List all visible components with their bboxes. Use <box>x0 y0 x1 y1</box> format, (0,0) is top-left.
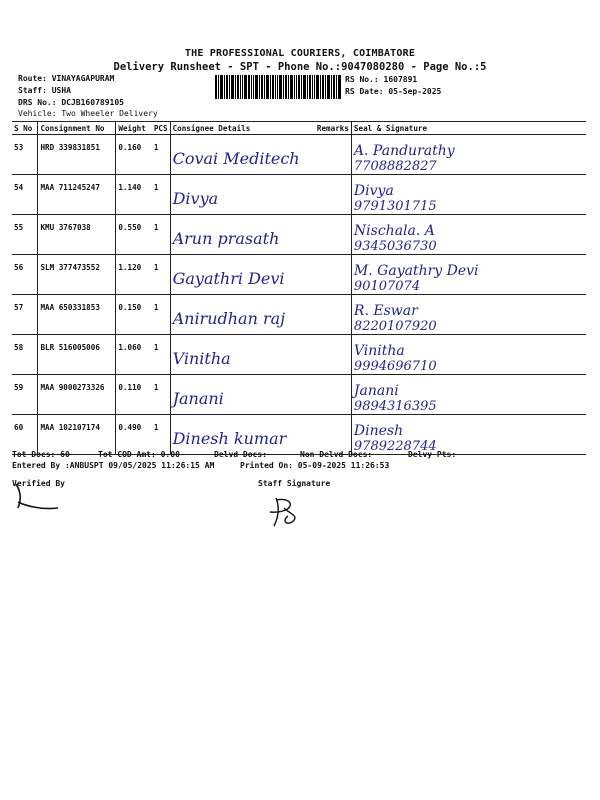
cell-weight: 0.160 <box>116 135 152 175</box>
cell-seal <box>351 175 586 215</box>
col-consignee: Consignee Details <box>170 122 315 135</box>
cell-consignee <box>170 135 315 175</box>
cell-seal <box>351 135 586 175</box>
cell-pcs: 1 <box>152 415 170 455</box>
handwritten-consignee-name: Arun prasath <box>172 229 280 248</box>
cell-consignment: MAA 650331853 <box>38 295 116 335</box>
cell-consignment: SLM 377473552 <box>38 255 116 295</box>
drs-number: DRS No.: DCJB160789105 <box>18 98 124 107</box>
handwritten-phone: 9894316395 <box>353 399 437 414</box>
cell-weight: 1.140 <box>116 175 152 215</box>
col-remarks: Remarks <box>315 122 352 135</box>
cell-pcs: 1 <box>152 335 170 375</box>
cell-pcs: 1 <box>152 375 170 415</box>
cell-seal <box>351 215 586 255</box>
cell-sno: 58 <box>12 335 38 375</box>
cell-weight: 0.550 <box>116 215 152 255</box>
cell-seal <box>351 295 586 335</box>
cell-sno: 60 <box>12 415 38 455</box>
cell-weight: 1.060 <box>116 335 152 375</box>
table-row <box>12 375 586 415</box>
handwritten-signature: R. Eswar <box>353 303 418 319</box>
delvy-pts: Delvy Pts: <box>408 450 457 459</box>
staff-signature-label: Staff Signature <box>258 479 331 488</box>
printed-on: Printed On: 05-09-2025 11:26:53 <box>240 461 390 470</box>
staff-label: Staff: USHA <box>18 86 71 95</box>
handwritten-signature: M. Gayathry Devi <box>353 263 479 279</box>
handwritten-consignee-name: Gayathri Devi <box>172 269 285 288</box>
cell-weight: 0.110 <box>116 375 152 415</box>
table-row <box>12 175 586 215</box>
col-weight: Weight <box>116 122 152 135</box>
cell-consignment: BLR 516005006 <box>38 335 116 375</box>
cell-remarks <box>315 415 352 455</box>
table-row <box>12 255 586 295</box>
cell-sno: 53 <box>12 135 38 175</box>
handwritten-signature: Nischala. A <box>353 223 435 239</box>
handwritten-consignee-name: Covai Meditech <box>172 149 300 168</box>
cell-consignment: HRD 339831851 <box>38 135 116 175</box>
handwritten-consignee-name: Anirudhan raj <box>172 309 286 328</box>
handwritten-signature: Vinitha <box>353 343 405 359</box>
non-delvd-docs: Non Delvd Docs: <box>300 450 373 459</box>
cell-consignment: MAA 711245247 <box>38 175 116 215</box>
cell-pcs: 1 <box>152 215 170 255</box>
table-row <box>12 295 586 335</box>
cell-sno: 59 <box>12 375 38 415</box>
table-row <box>12 335 586 375</box>
barcode-image <box>215 75 341 99</box>
cell-pcs: 1 <box>152 135 170 175</box>
handwritten-phone: 8220107920 <box>353 319 437 334</box>
handwritten-signature: A. Pandurathy <box>353 143 455 159</box>
cell-remarks <box>315 335 352 375</box>
cell-remarks <box>315 375 352 415</box>
tot-cod-amt: Tot COD Amt: 0.00 <box>98 450 180 459</box>
handwritten-phone: 9345036730 <box>353 239 437 254</box>
col-seal: Seal & Signature <box>351 122 586 135</box>
col-consignment: Consignment No <box>38 122 116 135</box>
route-label: Route: VINAYAGAPURAM <box>18 74 115 83</box>
entered-by: Entered By :ANBUSPT 09/05/2025 11:26:15 AM <box>12 461 215 470</box>
cell-consignee <box>170 415 315 455</box>
handwritten-consignee-name: Divya <box>172 189 219 208</box>
cell-seal <box>351 375 586 415</box>
table-header-row <box>12 122 586 135</box>
cell-remarks <box>315 215 352 255</box>
table-row <box>12 215 586 255</box>
cell-sno: 56 <box>12 255 38 295</box>
cell-sno: 57 <box>12 295 38 335</box>
cell-sno: 54 <box>12 175 38 215</box>
col-pcs: PCS <box>152 122 170 135</box>
cell-remarks <box>315 135 352 175</box>
col-sno: S No <box>12 122 38 135</box>
handwritten-signature: Divya <box>353 183 394 199</box>
cell-weight: 1.120 <box>116 255 152 295</box>
handwritten-signature: Janani <box>353 383 399 399</box>
cell-consignee <box>170 175 315 215</box>
delvd-docs: Delvd Docs: <box>214 450 267 459</box>
cell-weight: 0.490 <box>116 415 152 455</box>
staff-signature-mark <box>256 494 306 530</box>
handwritten-phone: 9791301715 <box>353 199 437 214</box>
cell-seal <box>351 415 586 455</box>
cell-consignee <box>170 255 315 295</box>
rs-number: RS No.: 1607891 <box>345 75 418 84</box>
verifier-signature-mark <box>6 480 66 512</box>
cell-remarks <box>315 255 352 295</box>
cell-consignee <box>170 295 315 335</box>
cell-consignment: MAA 9000273326 <box>38 375 116 415</box>
runsheet-table <box>12 121 586 455</box>
cell-consignment: KMU 3767038 <box>38 215 116 255</box>
handwritten-consignee-name: Janani <box>172 389 224 408</box>
cell-weight: 0.150 <box>116 295 152 335</box>
handwritten-phone: 90107074 <box>353 279 421 294</box>
rs-date: RS Date: 05-Sep-2025 <box>345 87 442 96</box>
handwritten-phone: 9789228744 <box>353 439 437 454</box>
cell-pcs: 1 <box>152 295 170 335</box>
runsheet-subtitle: Delivery Runsheet - SPT - Phone No.:9047080280 - Page No.:5 <box>113 61 487 73</box>
cell-remarks <box>315 175 352 215</box>
cell-seal <box>351 335 586 375</box>
handwritten-consignee-name: Dinesh kumar <box>172 429 287 448</box>
cell-consignee <box>170 215 315 255</box>
cell-remarks <box>315 295 352 335</box>
cell-pcs: 1 <box>152 255 170 295</box>
cell-seal <box>351 255 586 295</box>
handwritten-phone: 9994696710 <box>353 359 437 374</box>
handwritten-consignee-name: Vinitha <box>172 349 231 368</box>
cell-consignee <box>170 335 315 375</box>
handwritten-phone: 7708882827 <box>353 159 437 174</box>
cell-consignment: MAA 102107174 <box>38 415 116 455</box>
cell-sno: 55 <box>12 215 38 255</box>
table-row <box>12 135 586 175</box>
table-row <box>12 415 586 455</box>
cell-consignee <box>170 375 315 415</box>
vehicle-label: Vehicle: Two Wheeler Delivery <box>18 109 158 118</box>
company-title: THE PROFESSIONAL COURIERS, COIMBATORE <box>184 48 416 59</box>
tot-docs: Tot Docs: 60 <box>12 450 70 459</box>
cell-pcs: 1 <box>152 175 170 215</box>
verified-by-label: Verified By <box>12 479 65 488</box>
handwritten-signature: Dinesh <box>353 423 404 439</box>
